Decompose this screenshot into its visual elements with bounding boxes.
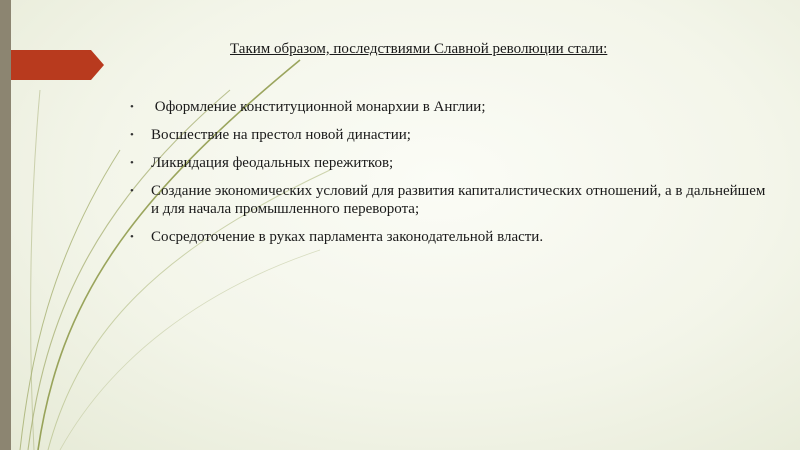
bullet-marker: • (130, 231, 134, 243)
bullet-item (128, 228, 768, 246)
left-side-bar (0, 0, 11, 450)
bullet-marker: • (130, 185, 134, 197)
bullet-item (128, 98, 768, 116)
bullet-marker: • (130, 101, 134, 113)
bullet-list (128, 98, 768, 256)
red-accent-tab (11, 50, 104, 80)
bullet-item (128, 126, 768, 144)
bullet-text: Восшествие на престол новой династии; (151, 127, 411, 143)
bullet-text: Оформление конституционной монархии в Англии; (151, 99, 486, 115)
bullet-text: Ликвидация феодальных пережитков; (151, 155, 394, 171)
slide-title: Таким образом, последствиями Славной революции стали: (230, 41, 608, 57)
bullet-text: Сосредоточение в руках парламента законодательной власти. (151, 229, 544, 245)
bullet-item (128, 154, 768, 172)
bullet-item (128, 182, 768, 218)
bullet-marker: • (130, 157, 134, 169)
bullet-text: Создание экономических условий для развития капиталистических отношений, а в дальнейшем и для начала промышленного переворота; (151, 183, 766, 217)
bullet-marker: • (130, 129, 134, 141)
